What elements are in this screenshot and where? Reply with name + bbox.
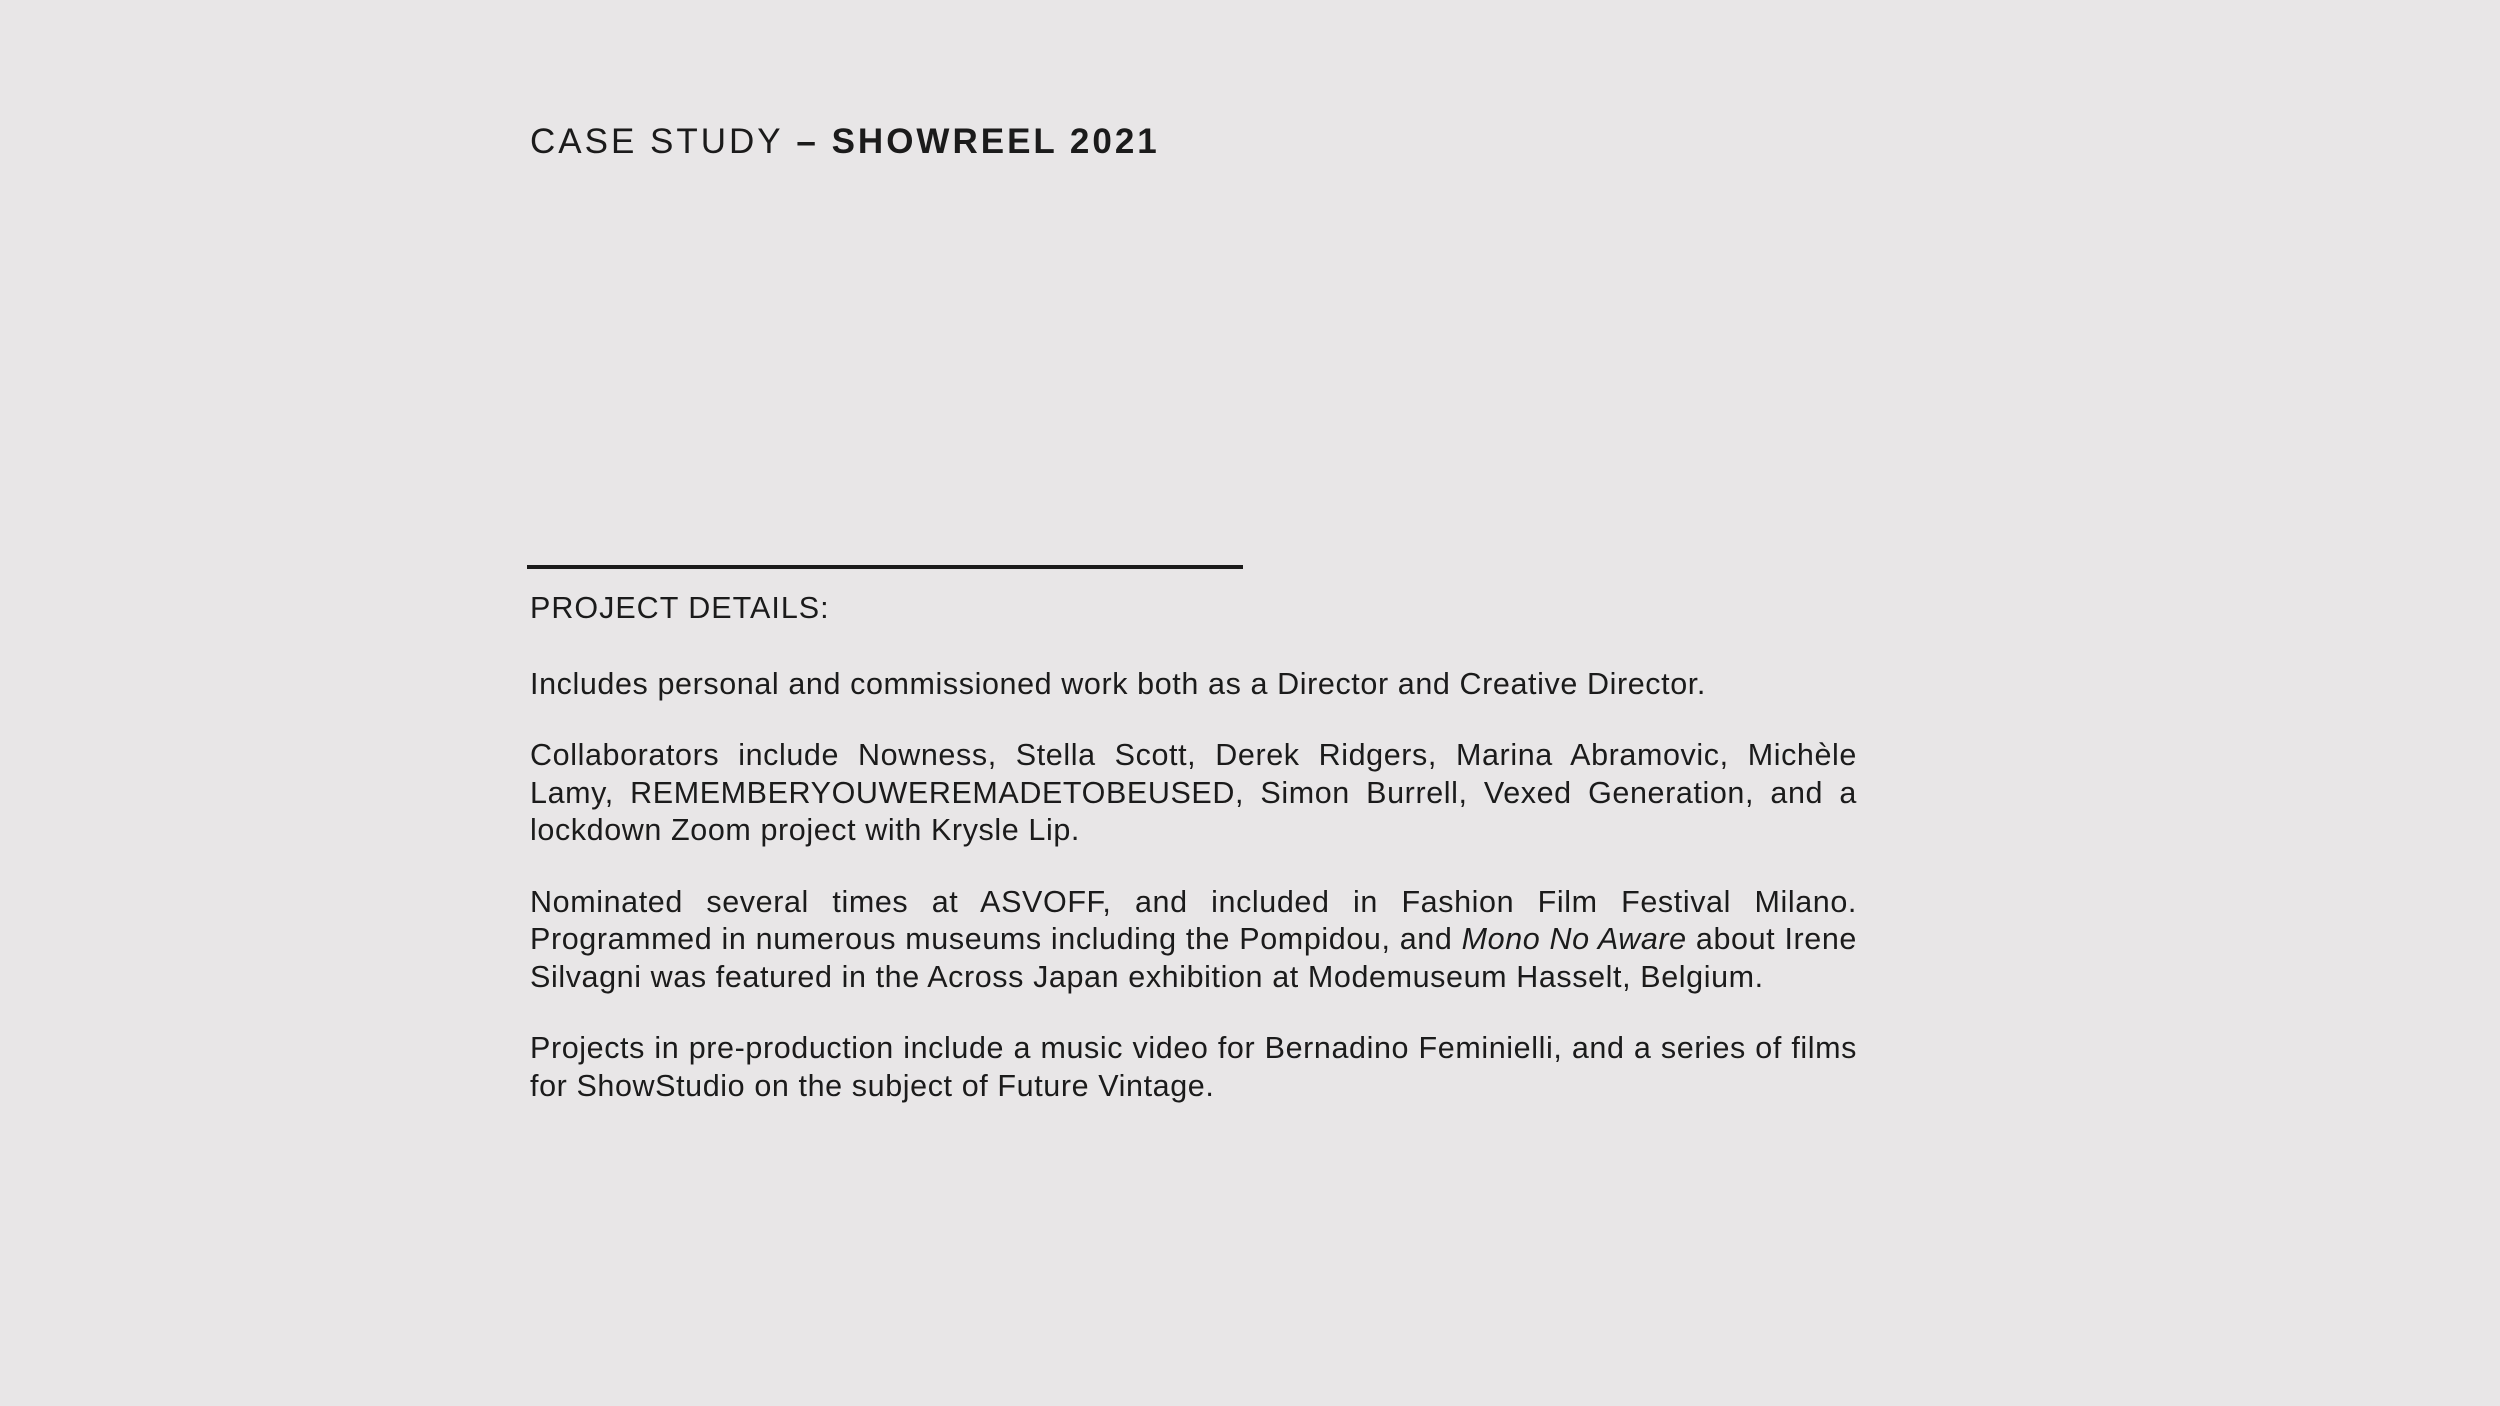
title-name: SHOWREEL 2021 (831, 122, 1160, 161)
title-prefix: CASE STUDY (530, 122, 784, 161)
project-details-heading: PROJECT DETAILS: (530, 591, 830, 625)
project-details (530, 590, 1857, 1139)
details-paragraph-4: Projects in pre-production include a music video for Bernadino Feminielli, and a series of films for ShowStudio on the subject of Future Vintage. (530, 1031, 1857, 1103)
title-dash: – (783, 122, 832, 161)
film-title-italic: Mono No Aware (1461, 922, 1687, 956)
details-paragraph-3 (530, 884, 1857, 997)
details-paragraph-2: Collaborators include Nowness, Stella Scott, Derek Ridgers, Marina Abramovic, Michèle Lamy, REMEMBERYOUWEREMADETOBEUSED, Simon Burrell, Vexed Generation, and a lockdown Zoom project with Krysle Lip. (530, 738, 1857, 847)
divider-rule (527, 565, 1243, 569)
page-title (530, 117, 1160, 167)
details-paragraph-1: Includes personal and commissioned work both as a Director and Creative Director. (530, 666, 1706, 701)
details-paragraph-3-end: about Irene Silvagni was featured in the Across Japan exhibition at Modemuseum Hasselt, Belgium. (530, 922, 1857, 994)
details-paragraph-3-start: Nominated several times at ASVOFF, and included in Fashion Film Festival Milano. Programmed in numerous museums including the Pompidou, and (530, 884, 1857, 956)
